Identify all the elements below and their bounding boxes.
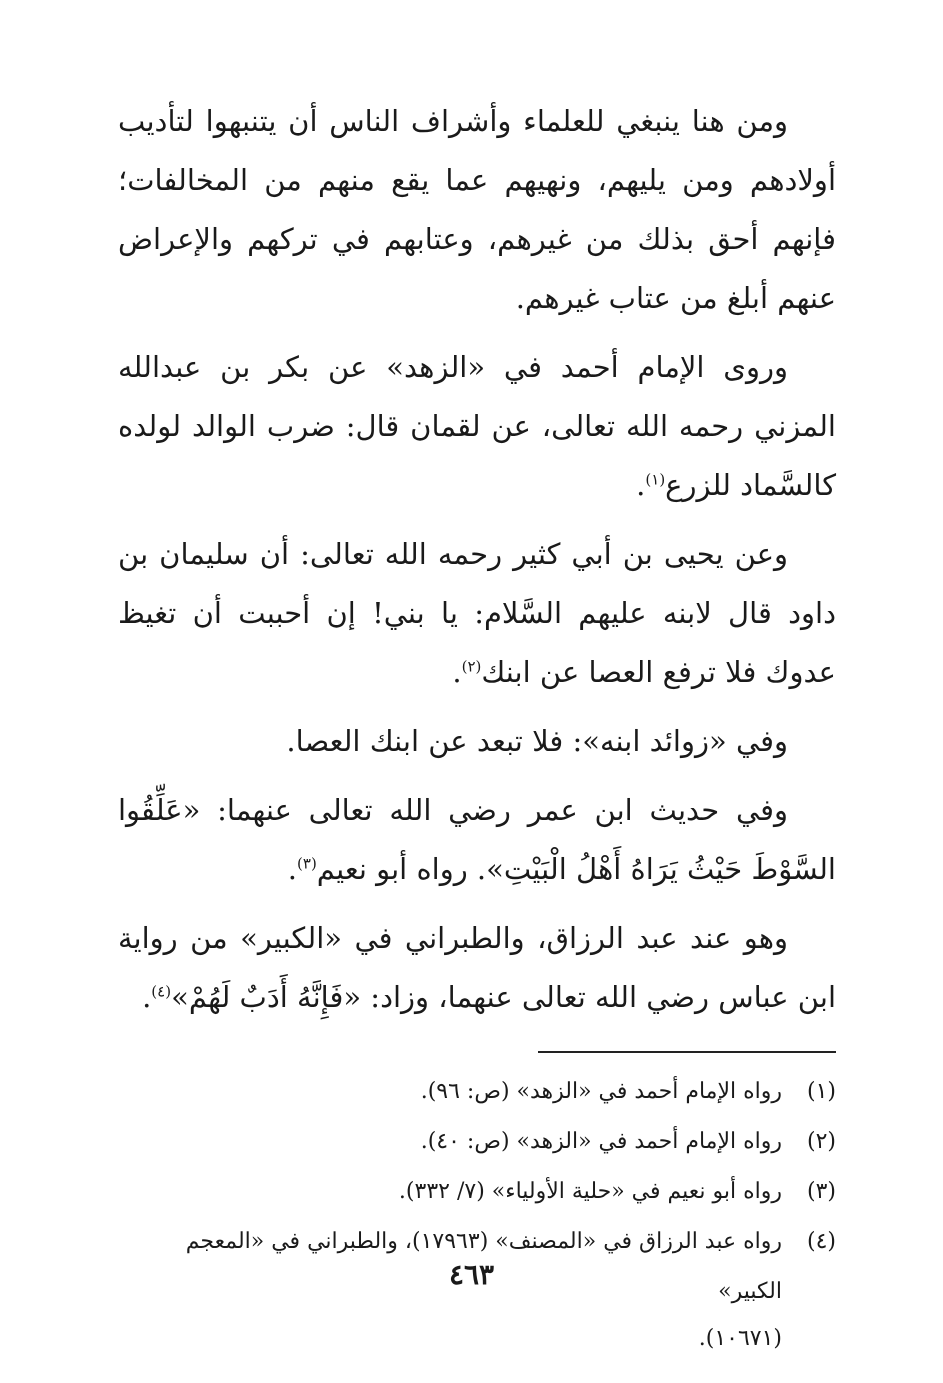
paragraph-6 <box>118 909 836 1027</box>
paragraph-6-text: وهو عند عبد الرزاق، والطبراني في «الكبير» من رواية ابن عباس رضي الله تعالى عنهما، وزاد: «فَإِنَّهُ أَدَبٌ لَهُمْ» <box>118 921 836 1014</box>
paragraph-2 <box>118 338 836 515</box>
footnote-2 <box>118 1117 836 1167</box>
footnote-marker-3[interactable]: (٣) <box>297 854 317 873</box>
paragraph-4 <box>118 712 836 771</box>
footnote-text: رواه الإمام أحمد في «الزهد» (ص: ٤٠). <box>420 1129 782 1154</box>
footnote-number: (٣) <box>806 1179 836 1204</box>
paragraph-2-text: وروى الإمام أحمد في «الزهد» عن بكر بن عبدالله المزني رحمه الله تعالى، عن لقمان قال: ضرب الوالد لولده كالسَّماد للزرع <box>118 350 836 502</box>
footnote-number: (١) <box>806 1079 836 1104</box>
period: . <box>287 852 298 886</box>
paragraph-3 <box>118 525 836 702</box>
paragraph-1 <box>118 92 836 328</box>
paragraph-5 <box>118 781 836 899</box>
footnote-1 <box>118 1067 836 1117</box>
footnote-number: (٤) <box>806 1229 836 1254</box>
footnotes <box>118 1067 836 1361</box>
footnote-marker-2[interactable]: (٢) <box>461 657 482 676</box>
footnote-text: رواه الإمام أحمد في «الزهد» (ص: ٩٦). <box>420 1079 782 1104</box>
footnote-3 <box>118 1167 836 1217</box>
paragraph-1-text: ومن هنا ينبغي للعلماء وأشراف الناس أن يتنبهوا لتأديب أولادهم ومن يليهم، ونهيهم عما يقع منهم من المخالفات؛ فإنهم أحق بذلك من غيرهم، وعتابهم في تركهم والإعراض عنهم أبلغ من عتاب غيرهم. <box>118 104 836 315</box>
footnote-divider <box>538 1051 836 1053</box>
period: . <box>636 468 646 502</box>
footnote-marker-1[interactable]: (١) <box>645 470 666 489</box>
paragraph-3-text: وعن يحيى بن أبي كثير رحمه الله تعالى: أن سليمان بن داود قال لابنه عليهم السَّلام: يا بني! إن أحببت أن تغيظ عدوك فلا ترفع العصا عن ابنك <box>118 537 836 689</box>
paragraph-4-text: وفي «زوائد ابنه»: فلا تبعد عن ابنك العصا. <box>286 724 788 758</box>
period: . <box>142 980 152 1014</box>
page-body <box>118 92 836 1361</box>
footnote-text: رواه عبد الرزاق في «المصنف» (١٧٩٦٣)، والطبراني في «المعجم الكبير» <box>185 1229 782 1304</box>
period: . <box>452 655 462 689</box>
footnote-text: رواه أبو نعيم في «حلية الأولياء» (٧/ ٣٣٢). <box>398 1179 782 1204</box>
page-number: ٤٦٣ <box>448 1258 495 1291</box>
footnote-number: (٢) <box>806 1129 836 1154</box>
footnote-marker-4[interactable]: (٤) <box>151 982 172 1001</box>
footnote-continuation: (١٠٦٧١). <box>698 1326 782 1351</box>
paragraph-5-text: وفي حديث ابن عمر رضي الله تعالى عنهما: «عَلِّقُوا السَّوْطَ حَيْثُ يَرَاهُ أَهْلُ الْبَيْتِ». رواه أبو نعيم <box>118 793 836 886</box>
